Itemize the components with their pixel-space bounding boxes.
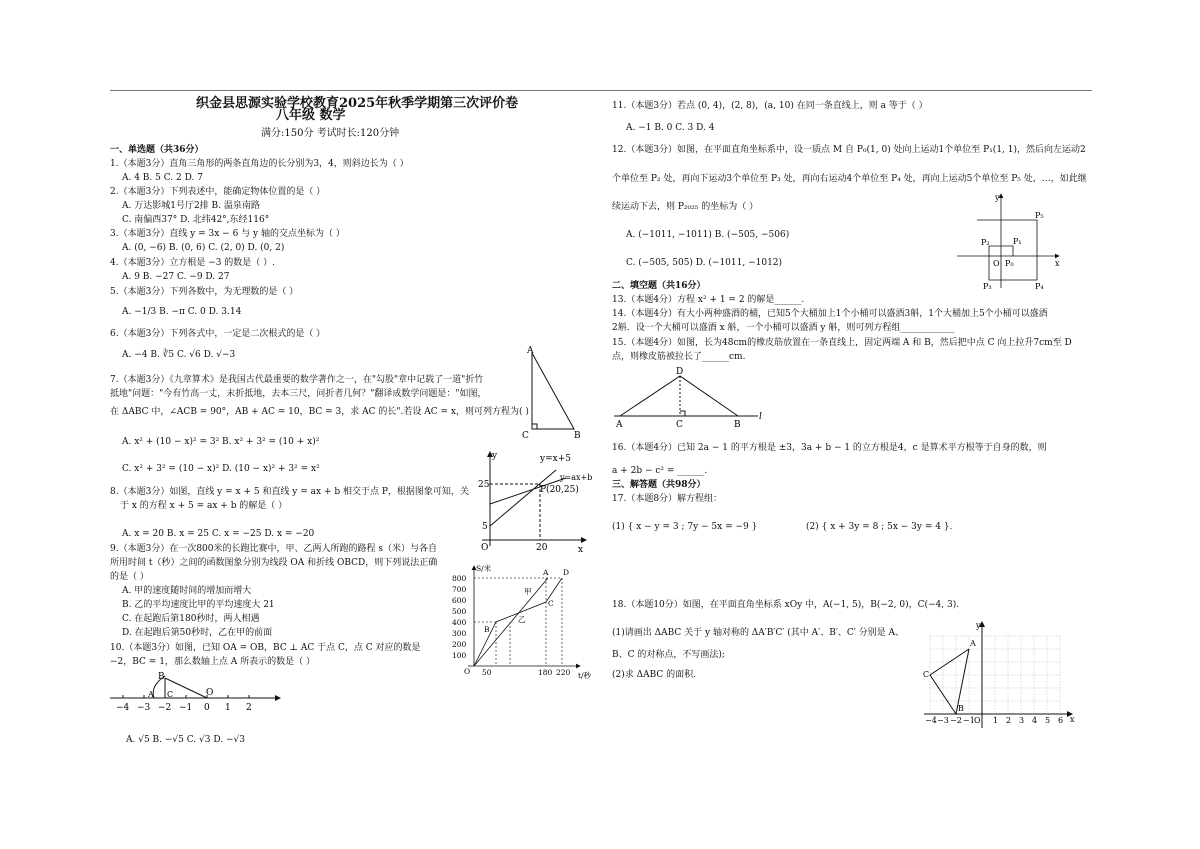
- fig9-xtick-50: 50: [482, 668, 492, 677]
- fig12-label-p2: P₂: [981, 238, 990, 247]
- fig9-point-c: C: [548, 599, 554, 608]
- fig9-ytick-800: 800: [452, 574, 467, 583]
- fig10-tick-neg2: −2: [158, 703, 172, 713]
- q9-graph-figure: [452, 562, 598, 682]
- q7-stem-3: 在 ΔABC 中，∠ACB = 90°，AB + AC = 10，BC = 3，求 AC 的长".若设 AC = x，则可列方程为( ): [110, 407, 529, 417]
- q18-stem: 18.（本题10分）如图，在平面直角坐标系 xOy 中，A(−1, 5)，B(−2, 0)，C(−4, 3).: [612, 600, 960, 610]
- top-rule: [110, 90, 1092, 91]
- q12-stem-3: 续运动下去，则 P₂₀₂₅ 的坐标为（ ）: [612, 202, 759, 212]
- fig9-y-label: S/米: [476, 564, 492, 573]
- fig9-label-jia: 甲: [524, 587, 532, 596]
- q4-options: A. 9 B. −27 C. −9 D. 27: [122, 272, 230, 282]
- q8-stem-2: 于 x 的方程 x + 5 = ax + b 的解是（ ）: [120, 501, 288, 511]
- q18-part2: (2)求 ΔABC 的面积.: [612, 670, 696, 680]
- q2-options-ab: A. 万达影城1号厅2排 B. 温泉南路: [122, 201, 260, 211]
- fig18-point-a: A: [970, 639, 976, 648]
- q7-options-cd: C. x² + 3² = (10 − x)² D. (10 − x)² + 3² = x²: [122, 464, 320, 474]
- q9-stem-3: 的是（ ）: [110, 572, 149, 582]
- q2-options-cd: C. 南偏西37° D. 北纬42°,东经116°: [122, 215, 270, 225]
- fig9-ytick-300: 300: [452, 629, 467, 638]
- section-3-heading: 三、解答题（共98分）: [612, 480, 706, 490]
- q9-option-d: D. 在起跑后第50秒时，乙在甲的前面: [122, 628, 273, 638]
- fig9-xtick-220: 220: [556, 668, 571, 677]
- fig18-x-label: x: [1070, 715, 1075, 724]
- q17-system-2: (2) { x + 3y = 8 ; 5x − 3y = 4 }.: [806, 522, 953, 532]
- q14-stem-2: 2斛．设一个大桶可以盛酒 x 斛，一个小桶可以盛酒 y 斛，则可列方程组____________: [612, 323, 955, 333]
- fig18-point-c: C: [923, 670, 930, 679]
- q15-rubberband-figure: [608, 364, 768, 430]
- fig8-ytick-25: 25: [478, 480, 490, 490]
- q4-stem: 4.（本题3分）立方根是 −3 的数是（ ）.: [110, 258, 276, 268]
- fig9-ytick-700: 700: [452, 585, 467, 594]
- fig10-tick-neg4: −4: [116, 703, 130, 713]
- fig9-ytick-400: 400: [452, 618, 467, 627]
- fig10-point-c: C: [167, 690, 174, 699]
- q18-part1-line2: B、C 的对称点，不写画法);: [612, 650, 725, 660]
- q12-options-cd: C. (−505, 505) D. (−1011, −1012): [626, 258, 783, 268]
- fig9-ytick-100: 100: [452, 651, 467, 660]
- section-2-heading: 二、填空题（共16分）: [612, 281, 706, 291]
- fig18-xtick-neg3: −3: [937, 716, 949, 725]
- fig12-label-p0: P₀: [1005, 259, 1014, 268]
- fig8-x-label: x: [578, 545, 584, 555]
- q9-option-a: A. 甲的速度随时间的增加而增大: [122, 586, 252, 596]
- q17-stem: 17.（本题8分）解方程组：: [612, 494, 723, 504]
- q1-options: A. 4 B. 5 C. 2 D. 7: [122, 173, 203, 183]
- fig10-tick-neg3: −3: [137, 703, 151, 713]
- q6-stem: 6.（本题3分）下列各式中，一定是二次根式的是（ ）: [110, 329, 326, 339]
- fig12-y-label: y: [995, 193, 1000, 202]
- q15-stem-1: 15.（本题4分）如图，长为48cm的橡皮筋放置在一条直线上，固定两端 A 和 B，然后把中点 C 向上拉升7cm至 D: [612, 338, 1072, 348]
- q17-system-1: (1) { x − y = 3 ; 7y − 5x = −9 }: [612, 522, 758, 532]
- fig9-point-b: B: [484, 625, 490, 634]
- q9-option-c: C. 在起跑后第180秒时，两人相遇: [122, 614, 260, 624]
- fig9-label-yi: 乙: [518, 615, 526, 624]
- q8-graph-figure: [478, 448, 598, 558]
- fig15-label-d: D: [676, 367, 684, 377]
- q12-options-ab: A. (−1011, −1011) B. (−505, −506): [626, 230, 790, 240]
- section-1-heading: 一、单选题（共36分）: [110, 145, 204, 155]
- fig15-label-a: A: [616, 420, 623, 430]
- fig18-point-b: B: [958, 704, 964, 713]
- exam-title: 织金县思源实验学校教育2025年秋季学期第三次评价卷: [196, 96, 519, 111]
- fig12-label-p3: P₃: [983, 282, 992, 291]
- fig18-xtick-3: 3: [1019, 716, 1025, 725]
- q10-options: A. √5 B. −√5 C. √3 D. −√3: [126, 735, 245, 745]
- q2-stem: 2.（本题3分）下列表述中，能确定物体位置的是（ ）: [110, 187, 326, 197]
- q9-stem-2: 所用时间 t（秒）之间的函数图象分别为线段 OA 和折线 OBCD，则下列说法正确: [110, 558, 438, 568]
- fig9-origin: O: [464, 667, 471, 676]
- q16-stem-2: a + 2b − c² = ______.: [612, 466, 708, 476]
- fig15-label-b: B: [734, 420, 741, 430]
- fig10-point-b: B: [158, 672, 165, 682]
- fig18-xtick-4: 4: [1032, 716, 1038, 725]
- fig18-xtick-neg1: −1: [963, 716, 975, 725]
- fig9-point-a: A: [543, 568, 549, 577]
- fig8-ytick-5: 5: [482, 522, 488, 532]
- q8-stem-1: 8.（本题3分）如图，直线 y = x + 5 和直线 y = ax + b 相交于点 P，根据图象可知，关: [110, 487, 469, 497]
- fig15-label-c: C: [676, 420, 683, 430]
- q7-options-ab: A. x² + (10 − x)² = 3² B. x² + 3² = (10 + x)²: [122, 437, 320, 447]
- fig10-point-a: A: [148, 690, 154, 699]
- fig8-line2-label: y=ax+b: [560, 473, 593, 482]
- fig12-origin: O: [993, 259, 1000, 268]
- fig18-xtick-2: 2: [1006, 716, 1012, 725]
- q3-stem: 3.（本题3分）直线 y = 3x − 6 与 y 轴的交点坐标为（ ）: [110, 229, 345, 239]
- q10-numberline-figure: [108, 668, 283, 714]
- q12-stem-2: 个单位至 P₂ 处，再向下运动3个单位至 P₃ 处，再向右运动4个单位至 P₄ 处，再向上运动5个单位至 P₅ 处，…，如此继: [612, 174, 1087, 184]
- fig18-xtick-5: 5: [1045, 716, 1051, 725]
- fig7-label-a: A: [527, 346, 534, 356]
- q7-stem-2: 抵地"问题："今有竹高一丈，末折抵地，去本三尺，问折者几何？"翻译成数学问题是："如图，: [110, 389, 487, 399]
- q18-grid-figure: [920, 618, 1080, 736]
- q12-spiral-figure: [955, 190, 1065, 292]
- q10-stem-2: −2，BC = 1，那么数轴上点 A 所表示的数是（ ）: [110, 657, 316, 667]
- fig8-y-label: y: [492, 451, 498, 461]
- fig18-xtick-neg4: −4: [925, 716, 937, 725]
- q11-stem: 11.（本题3分）若点 (0, 4)，(2, 8)，(a, 10) 在同一条直线上，则 a 等于（ ）: [612, 101, 928, 111]
- fig8-line1-label: y=x+5: [540, 454, 571, 464]
- q10-stem-1: 10.（本题3分）如图，已知 OA = OB，BC ⊥ AC 于点 C，点 C 对应的数是: [110, 643, 421, 653]
- q8-options: A. x = 20 B. x = 25 C. x = −25 D. x = −20: [122, 529, 315, 539]
- q11-options: A. −1 B. 0 C. 3 D. 4: [626, 123, 715, 133]
- q13-stem: 13.（本题4分）方程 x² + 1 = 2 的解是______.: [612, 295, 805, 305]
- fig12-label-p4: P₄: [1035, 282, 1044, 291]
- fig10-tick-2: 2: [246, 703, 252, 713]
- q7-triangle-figure: [518, 345, 588, 445]
- fig15-label-l: l: [759, 412, 762, 422]
- q14-stem-1: 14.（本题4分）有大小两种盛酒的桶，已知5个大桶加上1个小桶可以盛酒3斛，1个大桶加上5个小桶可以盛酒: [612, 309, 1048, 319]
- fig8-point-p: P(20,25): [540, 485, 579, 495]
- q18-part1-line1: (1)请画出 ΔABC 关于 y 轴对称的 ΔA′B′C′ (其中 A′、B′、C′ 分别是 A、: [612, 628, 905, 638]
- q6-options: A. −4 B. ∛5 C. √6 D. √−3: [122, 350, 236, 360]
- q5-stem: 5.（本题3分）下列各数中，为无理数的是（ ）: [110, 287, 299, 297]
- fig18-xtick-6: 6: [1058, 716, 1064, 725]
- q9-stem-1: 9.（本题3分）在一次800米的长跑比赛中，甲、乙两人所跑的路程 s（米）与各自: [110, 544, 437, 554]
- fig10-point-o: O: [206, 688, 214, 698]
- fig9-ytick-500: 500: [452, 607, 467, 616]
- fig12-label-p5: P₅: [1035, 211, 1044, 220]
- q7-stem-1: 7.（本题3分）《九章算术》是我国古代最重要的数学著作之一，在"勾股"章中记载了一道"折竹: [110, 375, 484, 385]
- q15-stem-2: 点，则橡皮筋被拉长了______cm.: [612, 352, 746, 362]
- q16-stem-1: 16.（本题4分）已知 2a − 1 的平方根是 ±3，3a + b − 1 的立方根是4，c 是算术平方根等于自身的数，则: [612, 443, 1047, 453]
- fig10-tick-0: 0: [204, 703, 210, 713]
- fig18-y-label: y: [976, 621, 981, 630]
- fig18-xtick-neg2: −2: [950, 716, 962, 725]
- fig18-origin: O: [974, 716, 981, 725]
- fig10-tick-neg1: −1: [179, 703, 193, 713]
- exam-info: 满分:150分 考试时长:120分钟: [261, 128, 400, 139]
- fig7-label-b: B: [574, 431, 581, 441]
- fig8-origin: O: [481, 543, 489, 553]
- fig12-x-label: x: [1055, 259, 1060, 268]
- q3-options: A. (0, −6) B. (0, 6) C. (2, 0) D. (0, 2): [122, 243, 285, 253]
- fig18-xtick-1: 1: [993, 716, 999, 725]
- q5-options: A. −1/3 B. −π C. 0 D. 3.14: [122, 307, 242, 317]
- fig12-label-p1: P₁: [1013, 237, 1022, 246]
- fig7-label-c: C: [522, 431, 529, 441]
- fig8-xtick-20: 20: [536, 543, 548, 553]
- fig9-xtick-180: 180: [538, 668, 553, 677]
- fig10-tick-1: 1: [225, 703, 231, 713]
- q9-option-b: B. 乙的平均速度比甲的平均速度大 21: [122, 600, 275, 610]
- q1-stem: 1.（本题3分）直角三角形的两条直角边的长分别为3，4，则斜边长为（ ）: [110, 159, 409, 169]
- fig9-point-d: D: [563, 568, 570, 577]
- fig9-ytick-600: 600: [452, 596, 467, 605]
- fig9-x-label: t/秒: [578, 671, 592, 680]
- q12-stem-1: 12.（本题3分）如图，在平面直角坐标系中，设一质点 M 自 P₀(1, 0) 处向上运动1个单位至 P₁(1, 1)，然后向左运动2: [612, 145, 1086, 155]
- exam-subtitle: 八年级 数学: [276, 108, 346, 123]
- fig9-ytick-200: 200: [452, 640, 467, 649]
